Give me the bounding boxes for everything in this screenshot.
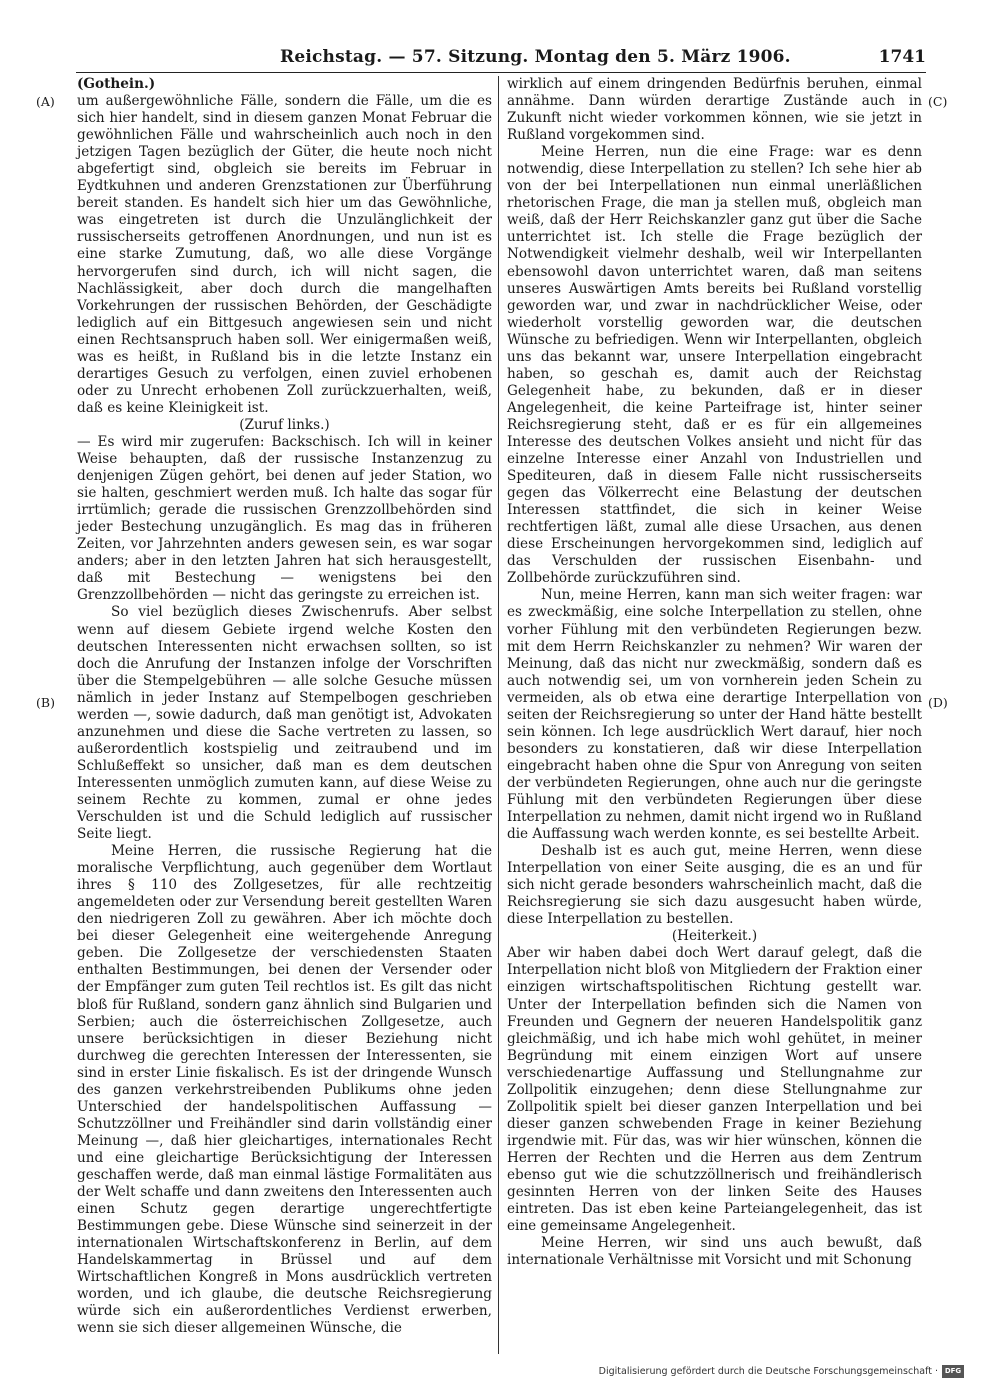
paragraph: wirklich auf einem dringenden Bedürfnis beruhen, einmal annähme. Dann würden derartige Zustände auch in Zukunft nicht wieder vorkommen können, wie sie jetzt in Rußland vorgekommen sind. — [507, 76, 922, 144]
paragraph: Aber wir haben dabei doch Wert darauf gelegt, daß die Interpellation nicht bloß von Mitgliedern der Fraktion einer einzigen wirtschaftspolitischen Richtung gestellt war. Unter der Interpellation befinden sich die Namen von Freunden und Gegnern der neueren Handelspolitik ganz gleichmäßig, und ich habe mich wohl gehütet, in meiner Begründung mit einem einzigen Wort auf unsere verschiedenartige Auffassung und Stellungnahme zur Zollpolitik einzugehen; denn diese Stellungnahme zur Zollpolitik spielt bei dieser ganzen Interpellation und bei dieser ganzen schwebenden Frage in keiner Beziehung irgendwie mit. Für das, was wir hier wünschen, können die Herren der Rechten und die Herren aus dem Zentrum ebenso gut wie die schutzzöllnerisch und freihändlerisch gesinnten Herren von der linken Seite des Hauses eintreten. Das ist eben keine Parteiangelegenheit, das ist eine gemeinsame Angelegenheit. — [507, 945, 922, 1235]
margin-marker-d: (D) — [928, 695, 948, 710]
margin-marker-b: (B) — [36, 695, 55, 710]
page-header — [80, 47, 926, 71]
paragraph: Meine Herren, die russische Regierung hat die moralische Verpflichtung, auch gegenüber dem Wortlaut ihres § 110 des Zollgesetzes, für alle rechtzeitig angemeldeten oder zur Versendung bereit gestellten Waren den niedrigeren Zoll zu gewähren. Aber ich möchte doch bei dieser Gelegenheit eine weitergehende Anregung geben. Die Zollgesetze der verschiedensten Staaten enthalten Bestimmungen, bei denen der Versender oder der Empfänger zum guten Teil rechtlos ist. Es gilt das nicht bloß für Rußland, sondern ganz ähnlich sind Bulgarien und Serbien; auch die österreichischen Zollgesetze, auch unsere berücksichtigen in dieser Beziehung nicht durchweg die gerechten Interessen der Interessenten, sie sind in erster Linie fiskalisch. Es ist der dringende Wunsch des ganzen verkehrstreibenden Publikums ohne jeden Unterschied der handelspolitischen Auffassung — Schutzzöllner und Freihändler sind darin vollständig einer Meinung —, daß hier gleichartiges, internationales Recht und eine gleichartige Berücksichtigung der Interessen geschaffen werde, daß man einmal lästige Formalitäten aus der Welt schaffe und dann zweitens den Interessenten auch einen Schutz gegen derartige ungerechtfertigte Bestimmungen gebe. Diese Wünsche sind seinerzeit in der internationalen Wirtschaftskonferenz in Berlin, auf dem Handelskammertag in Brüssel und auf dem Wirtschaftlichen Kongreß in Mons ausdrücklich vertreten worden, und ich glaube, die deutsche Reichsregierung würde sich ein außerordentliches Verdienst erwerben, wenn sie sich dieser allgemeinen Wünsche, die — [77, 843, 492, 1337]
funding-note: Digitalisierung gefördert durch die Deutsche Forschungsgemeinschaft · — [598, 1365, 938, 1377]
paragraph: um außergewöhnliche Fälle, sondern die Fälle, um die es sich hier handelt, sind in diesem ganzen Monat Februar die gewöhnlichen Fälle und wahrscheinlich auch noch in den jetzigen Tagen bezüglich der Güter, die heute noch nicht abgefertigt sind, obgleich sie bereits im Februar in Eydtkuhnen und anderen Grenzstationen zur Überführung bereit standen. Es handelt sich hier um das Gewöhnliche, was eingetreten ist durch die Unzulänglichkeit der russischerseits getroffenen Anordnungen, und nun ist es eine starke Zumutung, daß, wo alle diese Vorgänge hervorgerufen sind durch, ich will nicht sagen, die Nachlässigkeit, aber doch durch die mangelhaften Vorkehrungen der russischen Behörden, der Geschädigte lediglich auf ein Bittgesuch angewiesen sein und nicht einen Rechtsanspruch haben soll. Wer einigermaßen weiß, was es heißt, in Rußland bis in die letzte Instanz ein derartiges Gesuch zu verfolgen, einen zuviel erhobenen oder zu Unrecht erhobenen Zoll zurückzuerhalten, weiß, daß es keine Kleinigkeit ist. — [77, 93, 492, 416]
left-column — [77, 76, 492, 1337]
column-divider — [498, 76, 499, 1354]
header-rule — [76, 72, 926, 73]
paragraph: Nun, meine Herren, kann man sich weiter fragen: war es zweckmäßig, eine solche Interpellation zu stellen, ohne vorher Fühlung mit den verbündeten Regierungen bezw. mit dem Herrn Reichskanzler zu nehmen? Wir waren der Meinung, daß das nicht nur zweckmäßig, sondern daß es auch notwendig sei, um von vornherein jeden Schein zu vermeiden, als ob etwa eine derartige Interpellation von seiten der Reichsregierung so unter der Hand hätte bestellt sein können. Ich lege ausdrücklich Wert darauf, hier noch besonders zu konstatieren, daß wir diese Interpellation eingebracht haben ohne die Spur von Anregung von seiten der verbündeten Regierungen, ohne auch nur die geringste Fühlung mit den verbündeten Regierungen über diese Interpellation zu nehmen, damit nicht irgend wo in Rußland die Auffassung wach werden konnte, es sei bestellte Arbeit. — [507, 587, 922, 843]
paragraph: Meine Herren, wir sind uns auch bewußt, daß internationale Verhältnisse mit Vorsicht und mit Schonung — [507, 1235, 922, 1269]
interjection: (Zuruf links.) — [239, 416, 330, 433]
speaker-name: (Gothein.) — [77, 76, 156, 92]
page-number: 1741 — [878, 47, 926, 67]
paragraph: — Es wird mir zugerufen: Backschisch. Ich will in keiner Weise behaupten, daß der russische Instanzenzug zu denjenigen Zügen gehört, bei denen auf jeder Station, wo sie halten, geschmiert werden muß. Ich halte das sogar für irrtümlich; gerade die russischen Grenzzollbehörden sind jeder Bestechung unzugänglich. Es mag das in früheren Zeiten, vor Jahrzehnten anders gewesen sein, es war sogar anders; aber in den letzten Jahren hat sich herausgestellt, daß mit Bestechung — wenigstens bei den Grenzzollbehörden — nicht das geringste zu erreichen ist. — [77, 433, 492, 604]
dfg-logo: DFG — [942, 1365, 964, 1378]
running-title: Reichstag. — 57. Sitzung. Montag den 5. März 1906. — [280, 47, 791, 67]
right-column — [507, 76, 922, 1269]
margin-marker-a: (A) — [36, 94, 55, 109]
footer — [599, 1363, 964, 1379]
paragraph: Meine Herren, nun die eine Frage: war es denn notwendig, diese Interpellation zu stellen? Ich sehe hier ab von der bei Interpellationen nun einmal unerläßlichen rhetorischen Frage, die man ja stellen muß, obgleich man weiß, daß der Herr Reichskanzler ganz gut über die Sache unterrichtet ist. Ich stelle die Frage bezüglich der Notwendigkeit vielmehr deshalb, weil wir Interpellanten ebensowohl davon unterrichtet waren, daß man seitens unseres Auswärtigen Amts bereits bei Rußland vorstellig geworden war, und zwar in nachdrücklicher Weise, oder wiederholt vorstellig geworden war, die deutschen Wünsche zu befriedigen. Wenn wir Interpellanten, obgleich uns das bekannt war, unsere Interpellation eingebracht haben, so geschah es, damit auch der Reichstag Gelegenheit habe, zu bekunden, daß er in dieser Angelegenheit, die keine Parteifrage ist, hinter seiner Reichsregierung steht, daß er es für ein allgemeines Interesse des deutschen Volkes ansieht und nicht für das einzelne Interesse einer Anzahl von Industriellen und Spediteuren, daß in diesem Falle nicht russischerseits gegen das Völkerrecht eine Belastung der deutschen Interessen stattfindet, die sich in keiner Weise rechtfertigen läßt, zumal alle diese Ursachen, aus denen diese Erscheinungen hervorgekommen sind, lediglich auf das Verschulden der russischen Eisenbahn- und Zollbehörde zurückzuführen sind. — [507, 144, 922, 587]
margin-marker-c: (C) — [928, 94, 948, 109]
interjection: (Heiterkeit.) — [671, 928, 758, 945]
paragraph: Deshalb ist es auch gut, meine Herren, wenn diese Interpellation von einer Seite ausging, die es an und für sich nicht gerade besonders wahrscheinlich macht, daß die Reichsregierung sie sich dazu ausgesucht haben würde, diese Interpellation zu bestellen. — [507, 843, 922, 928]
paragraph: So viel bezüglich dieses Zwischenrufs. Aber selbst wenn auf diesem Gebiete irgend welche Kosten den deutschen Interessenten nicht erwachsen sollten, so ist doch die Anrufung der Instanzen infolge der Vorschriften über die Stempelgebühren — alle solche Gesuche müssen nämlich in jeder Instanz auf Stempelbogen geschrieben werden —, sowie dadurch, daß man genötigt ist, Advokaten anzunehmen und diese die Sache vertreten zu lassen, so außerordentlich kostspielig und zeitraubend und im Schlußeffekt so unsicher, daß man es dem deutschen Interessenten unmöglich zumuten kann, auf diese Weise zu seinem Rechte zu kommen, zumal er ohne jedes Verschulden ist und die Schuld lediglich auf russischer Seite liegt. — [77, 604, 492, 843]
